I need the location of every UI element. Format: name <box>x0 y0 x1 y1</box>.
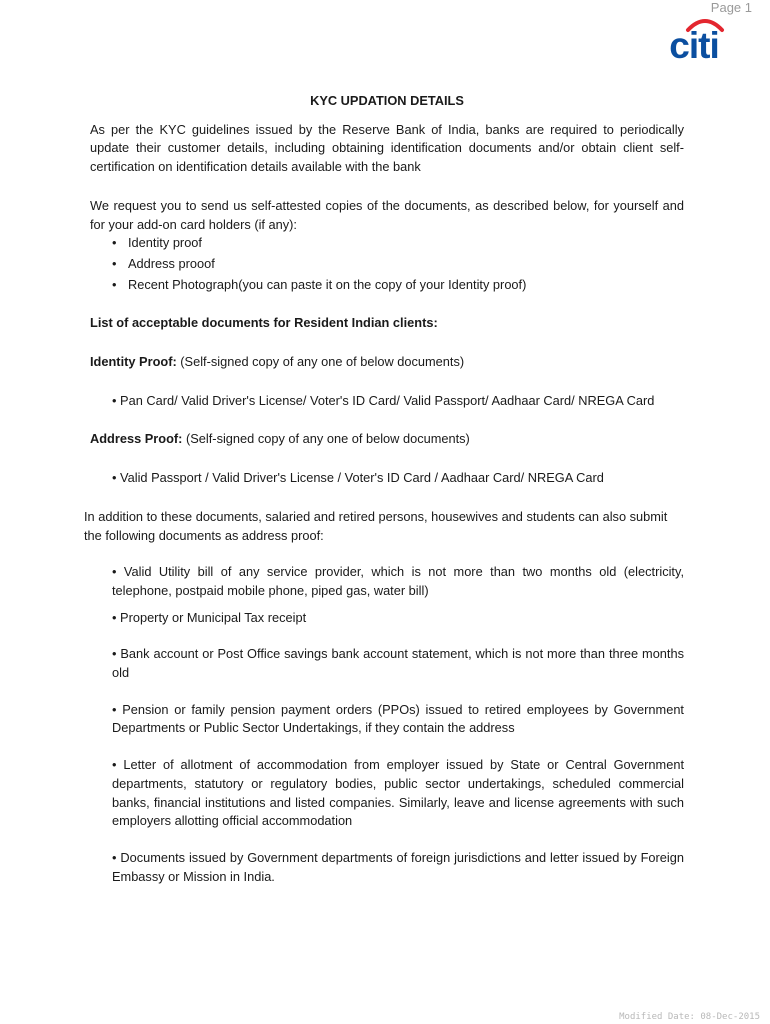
addition-paragraph: In addition to these documents, salaried and retired persons, housewives and students can also submit the following documents as address proof: <box>84 508 668 543</box>
request-paragraph: We request you to send us self-attested copies of the documents, as described below, for yourself and for your add-on card holders (if any): <box>90 197 684 232</box>
list-item: • Identity proof <box>128 234 684 253</box>
address-proof-item: • Valid Passport / Valid Driver's License / Voter's ID Card / Aadhaar Card/ NREGA Card <box>112 470 604 486</box>
intro-paragraph: As per the KYC guidelines issued by the Reserve Bank of India, banks are required to periodically update their customer details, including obtaining identification documents and/or obtain client self-certification on identification details available with the bank <box>90 121 684 175</box>
list-item: • Address prooof <box>128 255 684 274</box>
list-item: • Bank account or Post Office savings bank account statement, which is not more than three months old <box>112 646 684 681</box>
list-item: • Valid Utility bill of any service provider, which is not more than two months old (electricity, telephone, postpaid mobile phone, piped gas, water bill) <box>112 564 684 598</box>
list-item: • Recent Photograph(you can paste it on the copy of your Identity proof) <box>128 276 684 295</box>
request-list <box>90 234 684 294</box>
identity-proof-note: (Self-signed copy of any one of below documents) <box>176 354 465 370</box>
list-item: • Pension or family pension payment orders (PPOs) issued to retired employees by Government Departments or Public Sector Undertakings, if they contain the address <box>112 701 684 736</box>
svg-text:citi: citi <box>669 25 719 64</box>
page-number-label: Page 1 <box>710 0 752 15</box>
list-item: • Property or Municipal Tax receipt <box>112 609 307 625</box>
identity-proof-heading <box>90 353 684 372</box>
identity-proof-label: Identity Proof: <box>90 354 177 370</box>
list-item: • Letter of allotment of accommodation from employer issued by State or Central Government departments, statutory or regulatory bodies, public sector undertakings, scheduled commercial banks, financial institutions and listed companies. Similarly, leave and license agreements with such employers allotting official accommodation <box>112 757 684 829</box>
document-body <box>84 92 684 886</box>
page-title: KYC UPDATION DETAILS <box>310 93 464 108</box>
identity-proof-item: • Pan Card/ Valid Driver's License/ Voter's ID Card/ Valid Passport/ Aadhaar Card/ NREGA Card <box>112 392 655 408</box>
modified-date-footer: Modified Date: 08-Dec-2015 <box>619 1012 760 1022</box>
citi-logo <box>658 8 730 64</box>
acceptable-documents-heading: List of acceptable documents for Resident Indian clients: <box>90 315 438 331</box>
address-proof-label: Address Proof: <box>90 431 183 447</box>
list-item: • Documents issued by Government departments of foreign jurisdictions and letter issued by Foreign Embassy or Mission in India. <box>112 849 684 884</box>
address-proof-heading <box>90 430 684 449</box>
address-proof-note: (Self-signed copy of any one of below documents) <box>182 431 470 447</box>
